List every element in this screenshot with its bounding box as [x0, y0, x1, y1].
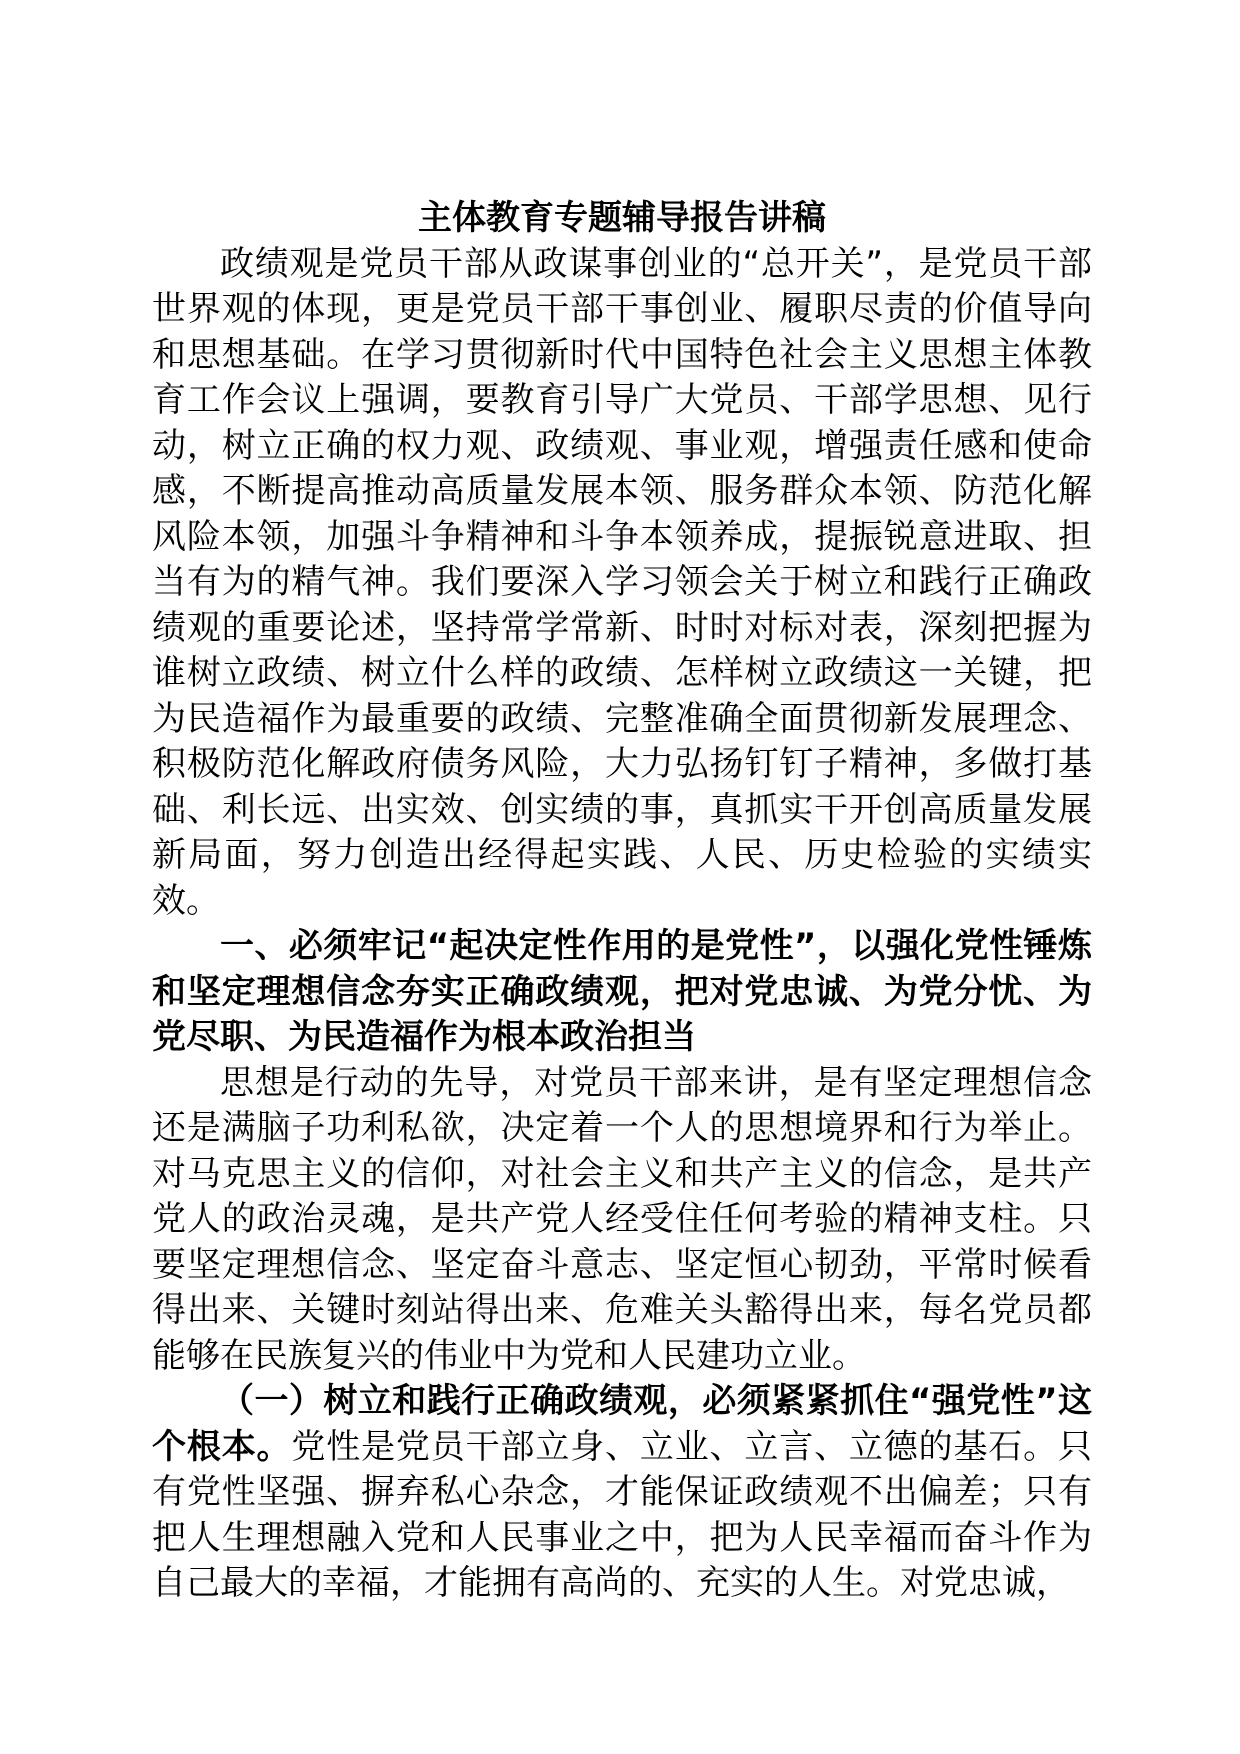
paragraph-intro: 政绩观是党员干部从政谋事创业的“总开关”，是党员干部世界观的体现，更是党员干部干事创业、履职尽责的价值导向和思想基础。在学习贯彻新时代中国特色社会主义思想主体教育工作会议上强调，要教育引导广大党员、干部学思想、见行动，树立正确的权力观、政绩观、事业观，增强责任感和使命感，不断提高推动高质量发展本领、服务群众本领、防范化解风险本领，加强斗争精神和斗争本领养成，提振锐意进取、担当有为的精气神。我们要深入学习领会关于树立和践行正确政绩观的重要论述，坚持常学常新、时时对标对表，深刻把握为谁树立政绩、树立什么样的政绩、怎样树立政绩这一关键，把为民造福作为最重要的政绩、完整准确全面贯彻新发展理念、积极防范化解政府债务风险，大力弘扬钉钉子精神，多做打基础、利长远、出实效、创实绩的事，真抓实干开创高质量发展新局面，努力创造出经得起实践、人民、历史检验的实绩实效。 [152, 243, 1092, 921]
section-heading-1: 一、必须牢记“起决定性作用的是党性”，以强化党性锤炼和坚定理想信念夯实正确政绩观，把对党忠诚、为党分忧、为党尽职、为民造福作为根本政治担当 [152, 926, 1092, 1057]
paragraph-party-spirit [152, 1379, 1092, 1607]
subsection-body: 党性是党员干部立身、立业、立言、立德的基石。只有党性坚强、摒弃私心杂念，才能保证政绩观不出偏差；只有把人生理想融入党和人民事业之中，把为人民幸福而奋斗作为自己最大的幸福，才能拥有高尚的、充实的人生。对党忠诚， [152, 1426, 1093, 1603]
paragraph-ideals: 思想是行动的先导，对党员干部来讲，是有坚定理想信念还是满脑子功利私欲，决定着一个人的思想境界和行为举止。对马克思主义的信仰，对社会主义和共产主义的信念，是共产党人的政治灵魂，是共产党人经受住任何考验的精神支柱。只要坚定理想信念、坚定奋斗意志、坚定恒心韧劲，平常时候看得出来、关键时刻站得出来、危难关头豁得出来，每名党员都能够在民族复兴的伟业中为党和人民建功立业。 [152, 1062, 1092, 1376]
document-title: 主体教育专题辅导报告讲稿 [418, 198, 826, 238]
subsection-lead: （一）树立和践行正确政绩观，必须紧紧抓住“强党性”这个根本。 [152, 1381, 1092, 1467]
document-body [152, 196, 1092, 1607]
